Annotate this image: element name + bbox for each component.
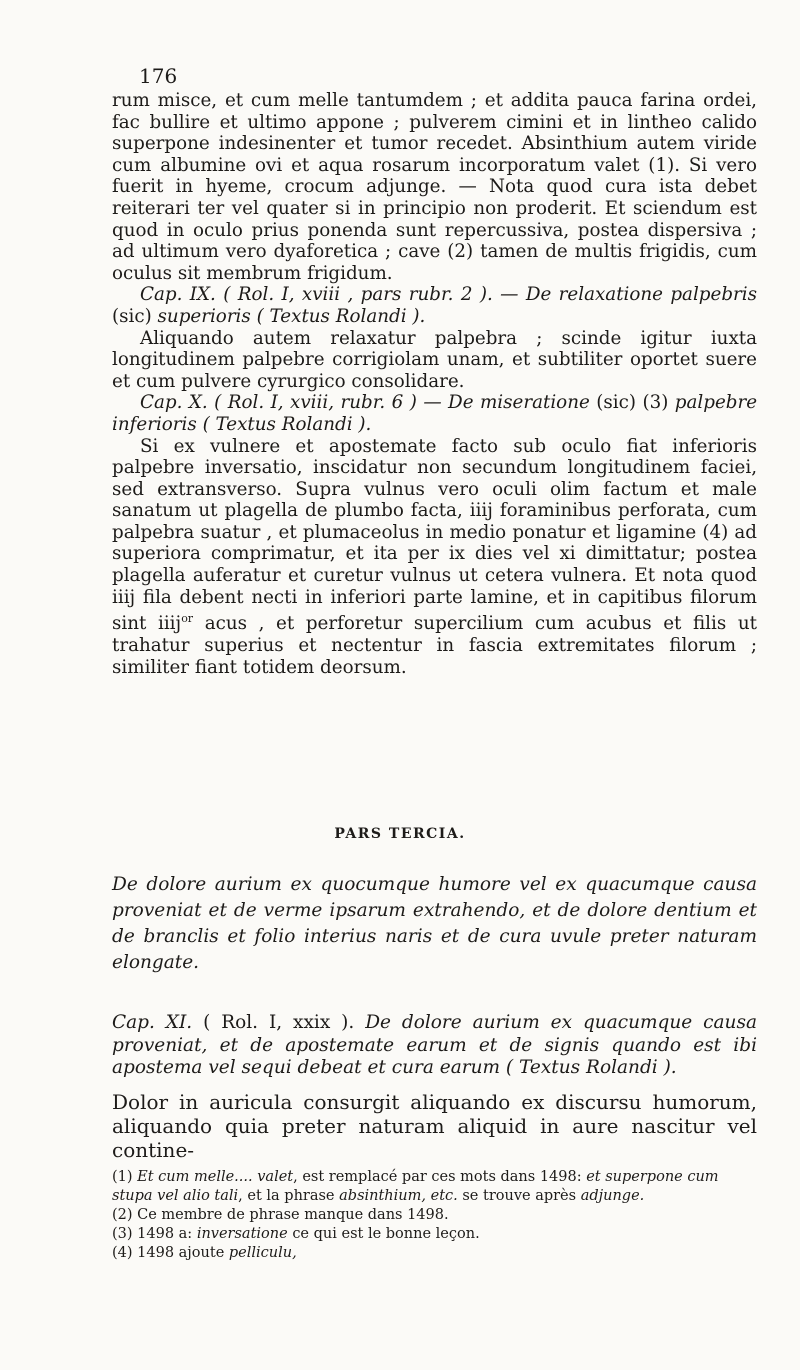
- chapter-xi-heading: [112, 1012, 757, 1080]
- chapter-xi-ref: ( Rol. I, xxix ).: [203, 1012, 355, 1033]
- footnote-1-end: se trouve après: [462, 1188, 577, 1204]
- footnote-1-word: absinthium: [339, 1188, 422, 1204]
- paragraph-1: rum misce, et cum melle tantumdem ; et addita pauca farina ordei, fac bullire et ultimo appone ; pulverem cimini et in lintheo calido superpone indesinenter et tumor recedet. Absinthium autem viride cum albumine ovi et aqua rosarum incorporatum valet (1). Si vero fuerit in hyeme, crocum adjunge. — Nota quod cura ista debet reiterari ter vel quater si in principio non proderit. Et sciendum est quod in oculo prius ponenda sunt repercussiva, postea dispersiva ; ad ultimum vero dyaforetica ; cave (2) tamen de multis frigidis, cum oculus sit membrum frigidum.: [112, 90, 757, 284]
- section-subtitle-first: De dolore aurium ex quocumque humore vel ex quacumque causa proveniat et de verme ipsarum extrahendo, et de dolore dentium et de: [112, 874, 757, 947]
- chapter-ix-ref: ( Rol. I, xviii , pars rubr. 2 ). — De relaxatione palpebris: [223, 284, 757, 306]
- chapter-xi-cap: Cap. XI.: [112, 1012, 193, 1033]
- chapter-x-sic: (sic): [596, 392, 636, 414]
- chapter-x-rest: palpebre inferioris ( Textus Rolandi ).: [112, 392, 758, 435]
- section-subtitle-rest: branclis et folio interius naris et de cura uvule preter naturam elongate.: [112, 926, 757, 973]
- footnote-3-word: inversatione: [196, 1226, 288, 1242]
- footnote-4-word: pelliculu,: [228, 1245, 297, 1261]
- chapter-x-cap: Cap. X.: [140, 392, 208, 414]
- superscript-or: or: [181, 612, 194, 626]
- footnote-1: [112, 1168, 762, 1206]
- footnote-1-replacement: et superpone cum stupa vel alio tali: [112, 1169, 719, 1204]
- chapter-ix-heading: [112, 284, 757, 327]
- chapter-ix-rest: superioris ( Textus Rolandi ).: [157, 305, 426, 327]
- page-number: 176: [139, 64, 178, 88]
- footnote-3: [112, 1225, 762, 1244]
- section-title: PARS TERCIA.: [334, 826, 466, 842]
- paragraph-3-text: Si ex vulnere et apostemate facto sub oculo fiat inferioris palpebre inversatio, inscidatur non secundum longitudinem faciei, sed extransverso. Supra vulnus vero oculi olim factum et male sanatum ut plagella de plumbo facta, iiij foraminibus perforata, cum palpebra suatur , et plumaceolus in medio ponatur et ligamine (4) ad superiora comprimatur, et ita per ix dies vel xi dimittatur; postea plagella auferatur et curetur vulnus ut cetera vulnera. Et nota quod iiij fila debent necti in inferiori parte lamine, et in capitibus filorum sint iiij: [112, 435, 757, 635]
- footnote-4-a: (4) 1498 ajoute: [112, 1245, 225, 1261]
- chapter-ix-sic: (sic): [112, 305, 152, 327]
- footnote-1-number: (1): [112, 1169, 133, 1185]
- footnote-1-quote: Et cum melle.... valet: [137, 1169, 294, 1185]
- chapter-ix-cap: Cap. IX.: [140, 284, 216, 306]
- paragraph-2: Aliquando autem relaxatur palpebra ; scinde igitur iuxta longitudinem palpebre corrigiolam unam, et subtiliter oportet suere et cum pulvere cyrurgico consolidare.: [112, 327, 757, 392]
- footnote-2: (2) Ce membre de phrase manque dans 1498.: [112, 1207, 449, 1223]
- chapter-x-note: (3): [642, 392, 669, 414]
- footnotes: [112, 1168, 762, 1263]
- final-paragraph: Dolor in auricula consurgit aliquando ex discursu humorum, aliquando quia preter naturam aliquid in aure nascitur vel contine-: [112, 1090, 757, 1162]
- chapter-xi-title: De dolore aurium ex quacumque causa proveniat, et de apostemate earum et de signis quando est ibi apostema vel sequi debeat et cura earum ( Textus Rolandi ).: [112, 1012, 757, 1078]
- paragraph-3: [112, 436, 757, 679]
- footnote-1-mid: , est remplacé par ces mots dans 1498:: [293, 1169, 582, 1185]
- main-text: [112, 90, 757, 678]
- footnote-1-last: adjunge.: [580, 1188, 645, 1204]
- chapter-x-ref: ( Rol. I, xviii, rubr. 6 ) — De miseratione: [214, 392, 590, 414]
- footnote-1-etc: , etc.: [421, 1188, 458, 1204]
- section-subtitle: [112, 872, 757, 976]
- footnote-3-b: ce qui est le bonne leçon.: [292, 1226, 480, 1242]
- footnote-1-mid2: , et la phrase: [238, 1188, 335, 1204]
- chapter-x-heading: [112, 392, 757, 435]
- footnote-4: [112, 1244, 762, 1263]
- paragraph-3-end: acus , et perforetur supercilium cum acubus et filis ut trahatur superius et nectentur in fascia extremitates filorum ; similiter fiant totidem deorsum.: [112, 613, 757, 678]
- footnote-3-a: (3) 1498 a:: [112, 1226, 193, 1242]
